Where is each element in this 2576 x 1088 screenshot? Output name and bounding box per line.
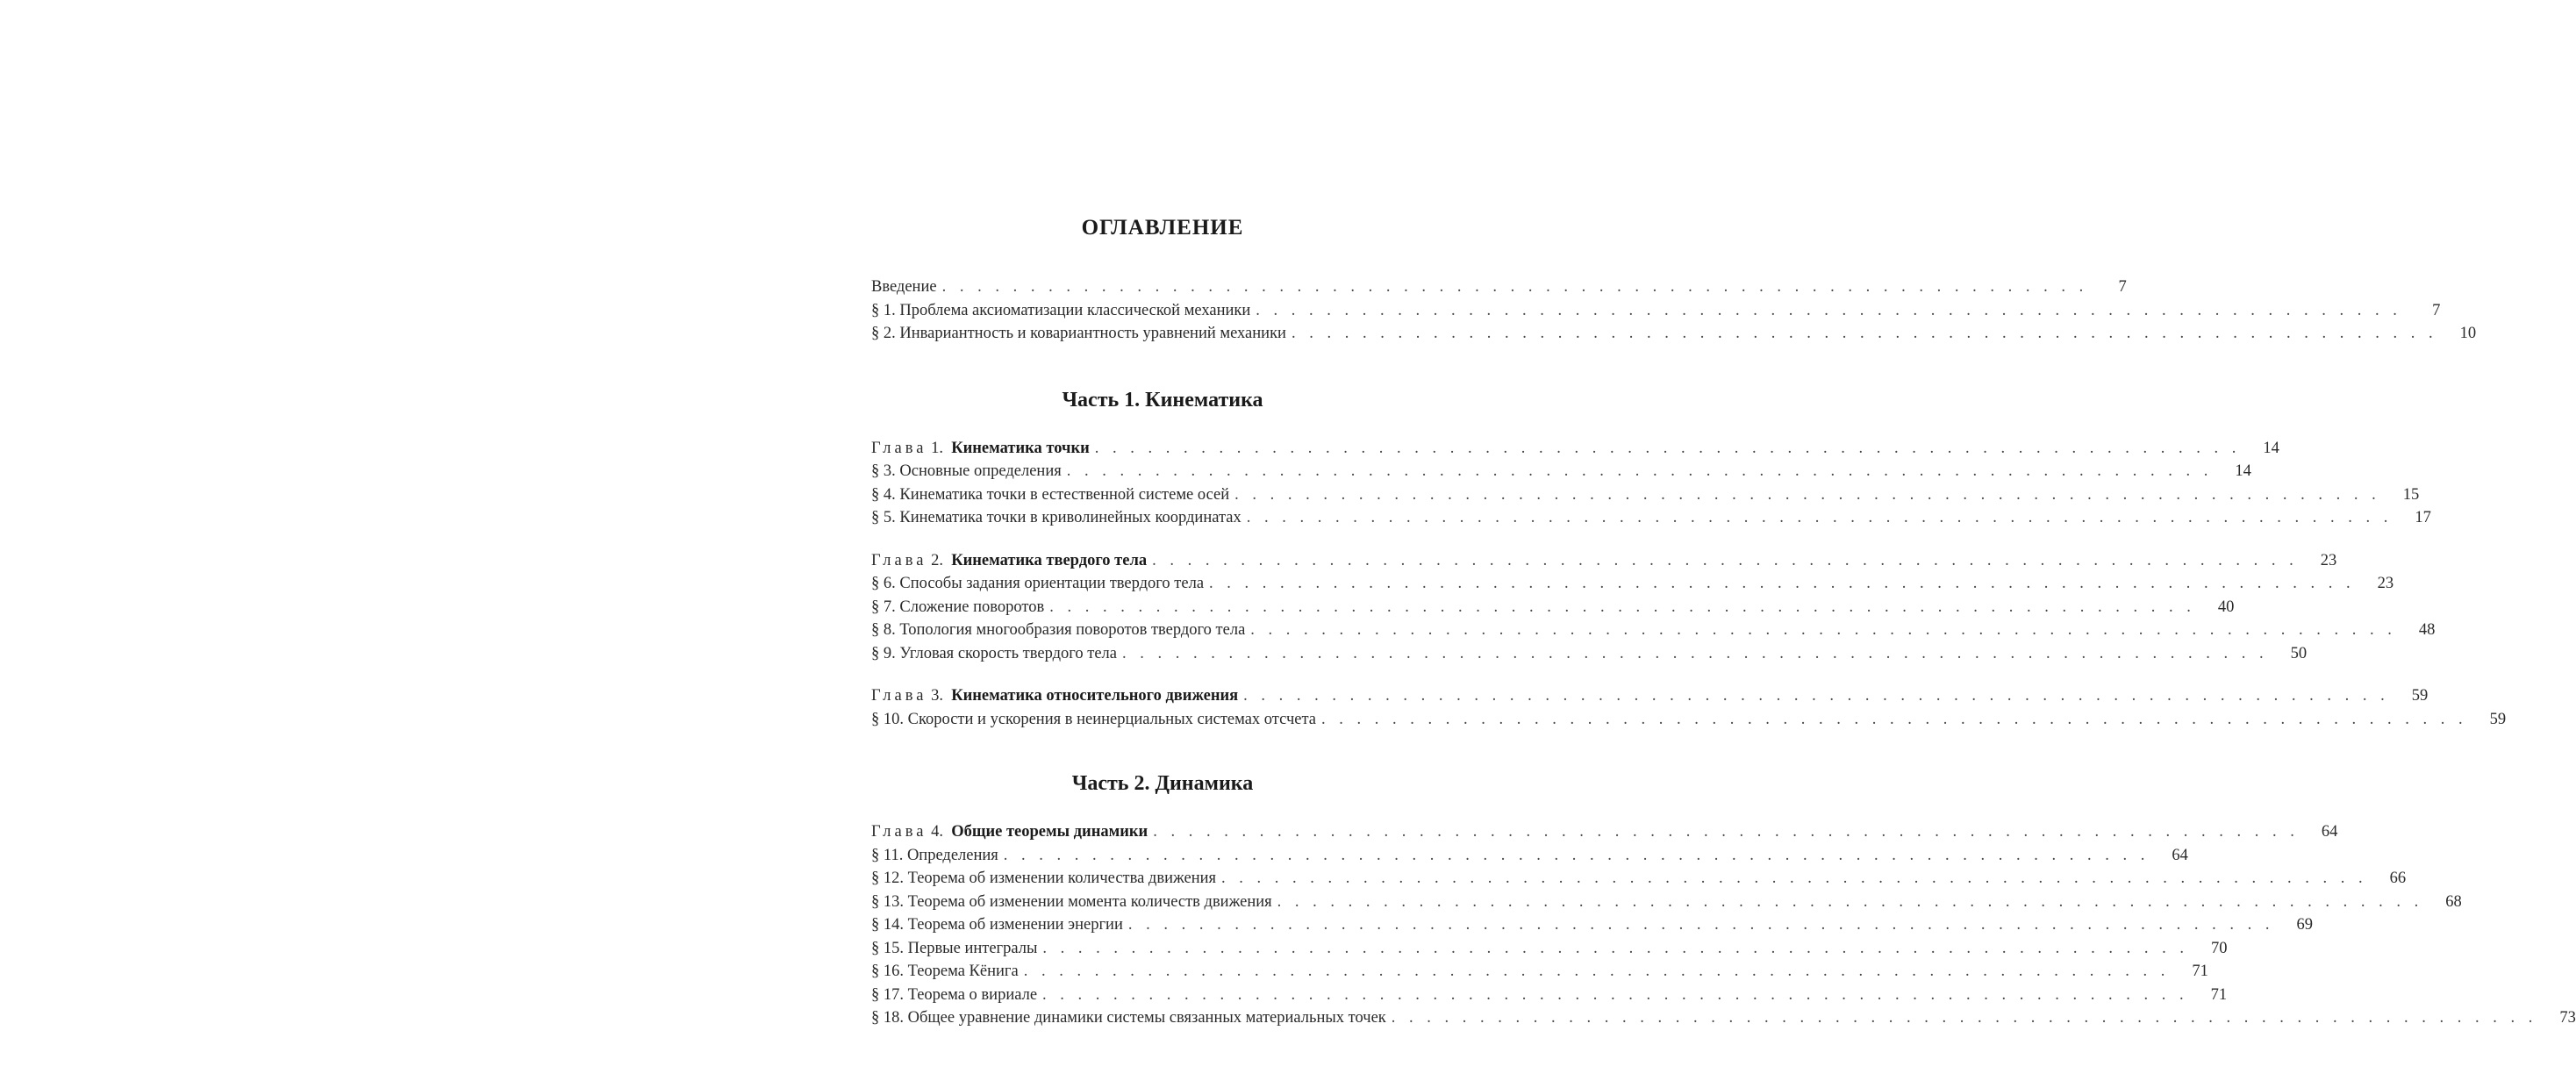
toc-page-number: 17 [2415, 509, 2431, 526]
toc-page-number: 59 [2489, 710, 2507, 728]
toc-page-number: 71 [2210, 985, 2228, 1004]
chapter-title: Общие теоремы динамики [951, 823, 1148, 841]
toc-entry-label: § 8. Топология многообразия поворотов твердого тела [871, 619, 1250, 642]
toc-entry-section-17[interactable] [871, 984, 2228, 1007]
chapter-title: Кинематика твердого тела [951, 551, 1148, 569]
toc-entry-label: § 3. Основные определения [871, 460, 1067, 483]
toc-entry-section-10[interactable] [871, 708, 2507, 732]
part-1-title: Часть 1. Кинематика [1062, 388, 1263, 412]
toc-entry-section-18[interactable] [871, 1006, 2576, 1030]
toc-page-number: 66 [2389, 870, 2407, 887]
toc-entry-section-3[interactable] [871, 460, 2251, 483]
toc-leader-dots: . . . . . . . . . . . . . . . . . . . . . . . . . . . . . . . . . . . . . . . . . . . . . . . . . . . . . . . . . . . . . . . . . [1152, 551, 2299, 569]
toc-leader-dots: . . . . . . . . . . . . . . . . . . . . . . . . . . . . . . . . . . . . . . . . . . . . . . . . . . . . . . . . . . . . . . . . . [1277, 892, 2423, 911]
toc-leader-dots: . . . . . . . . . . . . . . . . . . . . . . . . . . . . . . . . . . . . . . . . . . . . . . . . . . . . . . . . . . . . . . . . . [1291, 325, 2438, 342]
toc-page-number: 71 [2192, 963, 2208, 980]
toc-entry-intro[interactable] [871, 276, 2127, 299]
toc-entry-label: § 9. Угловая скорость твердого тела [871, 642, 1122, 666]
chapter-4 [871, 820, 2576, 1030]
toc-entry-label: § 15. Первые интегралы [871, 937, 1042, 961]
toc-leader-dots: . . . . . . . . . . . . . . . . . . . . . . . . . . . . . . . . . . . . . . . . . . . . . . . . . . . . . . . . . . . . . . . . . [1127, 916, 2274, 934]
chapter-prefix: Глава [871, 551, 927, 569]
toc-leader-dots: . . . . . . . . . . . . . . . . . . . . . . . . . . . . . . . . . . . . . . . . . . . . . . . . . . . . . . . . . . . . . . . . . [1321, 710, 2468, 728]
table-of-contents [871, 211, 2576, 1030]
toc-entry-label: § 11. Определения [871, 844, 1004, 868]
toc-page-number: 64 [2172, 846, 2188, 864]
toc-entry-label: Введение [871, 276, 942, 299]
toc-entry-section-14[interactable] [871, 913, 2313, 937]
toc-page-number: 14 [2263, 439, 2279, 457]
toc-leader-dots: . . . . . . . . . . . . . . . . . . . . . . . . . . . . . . . . . . . . . . . . . . . . . . . . . . . . . . . . . . . . . . . . . [1221, 870, 2368, 887]
toc-entry-label: § 5. Кинематика точки в криволинейных координатах [871, 506, 1247, 530]
toc-leader-dots: . . . . . . . . . . . . . . . . . . . . . . . . . . . . . . . . . . . . . . . . . . . . . . . . . . . . . . . . . . . . . . . . . [941, 278, 2088, 296]
toc-leader-dots: . . . . . . . . . . . . . . . . . . . . . . . . . . . . . . . . . . . . . . . . . . . . . . . . . . . . . . . . . . . . . . . . . [1243, 687, 2390, 705]
toc-entry-label: § 1. Проблема аксиоматизации классической механики [871, 299, 1256, 323]
toc-entry-label: § 17. Теорема о вириале [871, 984, 1042, 1007]
toc-leader-dots: . . . . . . . . . . . . . . . . . . . . . . . . . . . . . . . . . . . . . . . . . . . . . . . . . . . . . . . . . . . . . . . . . [1209, 575, 2356, 592]
toc-page-number: 23 [2320, 551, 2337, 569]
chapter-1 [871, 437, 2431, 530]
toc-chapter-label [871, 684, 1243, 708]
toc-entry-section-8[interactable] [871, 619, 2436, 642]
toc-entry-label: § 10. Скорости и ускорения в неинерциальных системах отсчета [871, 708, 1321, 732]
spacer [871, 418, 1454, 437]
toc-leader-dots: . . . . . . . . . . . . . . . . . . . . . . . . . . . . . . . . . . . . . . . . . . . . . . . . . . . . . . . . . . . . . . . . . [1246, 509, 2393, 526]
toc-entry-label: § 14. Теорема об изменении энергии [871, 913, 1128, 937]
toc-entry-label: § 2. Инвариантность и ковариантность уравнений механики [871, 322, 1292, 346]
chapter-3 [871, 684, 2507, 731]
toc-page-number: 7 [2432, 301, 2441, 319]
toc-entry-label: § 13. Теорема об изменении момента количеств движения [871, 891, 1277, 914]
toc-entry-section-12[interactable] [871, 867, 2407, 891]
toc-entry-section-15[interactable] [871, 937, 2228, 961]
toc-entry-label: § 7. Сложение поворотов [871, 596, 1049, 619]
toc-leader-dots: . . . . . . . . . . . . . . . . . . . . . . . . . . . . . . . . . . . . . . . . . . . . . . . . . . . . . . . . . . . . . . . . . [1256, 301, 2402, 319]
toc-entry-section-13[interactable] [871, 891, 2462, 914]
toc-entry-label: § 16. Теорема Кёнига [871, 960, 1024, 984]
chapter-prefix: Глава [871, 687, 927, 705]
chapter-title: Кинематика относительного движения [951, 687, 1239, 705]
chapter-number: 1. [931, 439, 943, 457]
toc-chapter-label [871, 437, 1095, 461]
toc-page-number: 64 [2321, 823, 2338, 841]
toc-entry-label: § 6. Способы задания ориентации твердого тела [871, 572, 1209, 596]
chapter-2 [871, 549, 2436, 666]
spacer [871, 530, 1454, 549]
toc-page-number: 68 [2445, 892, 2462, 911]
part-2-title: Часть 2. Динамика [1071, 772, 1254, 795]
toc-leader-dots: . . . . . . . . . . . . . . . . . . . . . . . . . . . . . . . . . . . . . . . . . . . . . . . . . . . . . . . . . . . . . . . . . [1391, 1009, 2537, 1027]
chapter-title: Кинематика точки [951, 439, 1090, 457]
intro-section [871, 276, 2477, 346]
spacer [871, 246, 1454, 276]
spacer [871, 801, 1454, 820]
toc-entry-section-16[interactable] [871, 960, 2208, 984]
toc-entry-section-9[interactable] [871, 642, 2308, 666]
toc-page-number: 10 [2459, 325, 2477, 342]
toc-leader-dots: . . . . . . . . . . . . . . . . . . . . . . . . . . . . . . . . . . . . . . . . . . . . . . . . . . . . . . . . . . . . . . . . . [1042, 985, 2189, 1004]
toc-page-number: 7 [2118, 278, 2127, 296]
toc-leader-dots: . . . . . . . . . . . . . . . . . . . . . . . . . . . . . . . . . . . . . . . . . . . . . . . . . . . . . . . . . . . . . . . . . [1153, 823, 2300, 841]
toc-page-number: 50 [2290, 644, 2308, 662]
chapter-number: 2. [931, 551, 943, 569]
toc-entry-chapter-2[interactable] [871, 549, 2337, 573]
spacer [871, 346, 1454, 383]
toc-entry-label: § 4. Кинематика точки в естественной системе осей [871, 483, 1234, 507]
toc-page-number: 48 [2418, 621, 2436, 639]
toc-leader-dots: . . . . . . . . . . . . . . . . . . . . . . . . . . . . . . . . . . . . . . . . . . . . . . . . . . . . . . . . . . . . . . . . . [1023, 963, 2170, 980]
toc-leader-dots: . . . . . . . . . . . . . . . . . . . . . . . . . . . . . . . . . . . . . . . . . . . . . . . . . . . . . . . . . . . . . . . . . [1042, 939, 2189, 957]
toc-page-number: 23 [2377, 575, 2394, 592]
toc-entry-section-1[interactable] [871, 299, 2441, 323]
toc-entry-section-2[interactable] [871, 322, 2477, 346]
chapter-prefix: Глава [871, 439, 927, 457]
toc-page-number: 40 [2217, 598, 2235, 616]
toc-page-number: 15 [2402, 485, 2420, 504]
toc-leader-dots: . . . . . . . . . . . . . . . . . . . . . . . . . . . . . . . . . . . . . . . . . . . . . . . . . . . . . . . . . . . . . . . . . [1049, 598, 2196, 616]
toc-entry-section-4[interactable] [871, 483, 2420, 507]
toc-leader-dots: . . . . . . . . . . . . . . . . . . . . . . . . . . . . . . . . . . . . . . . . . . . . . . . . . . . . . . . . . . . . . . . . . [1066, 462, 2213, 480]
toc-page-number: 73 [2559, 1009, 2576, 1027]
toc-leader-dots: . . . . . . . . . . . . . . . . . . . . . . . . . . . . . . . . . . . . . . . . . . . . . . . . . . . . . . . . . . . . . . . . . [1250, 621, 2397, 639]
toc-leader-dots: . . . . . . . . . . . . . . . . . . . . . . . . . . . . . . . . . . . . . . . . . . . . . . . . . . . . . . . . . . . . . . . . . [1094, 439, 2241, 457]
chapter-number: 3. [931, 687, 943, 705]
toc-title: ОГЛАВЛЕНИЕ [1081, 216, 1244, 240]
toc-entry-section-6[interactable] [871, 572, 2394, 596]
toc-chapter-label [871, 549, 1152, 573]
toc-entry-section-11[interactable] [871, 844, 2188, 868]
toc-entry-chapter-1[interactable] [871, 437, 2279, 461]
chapter-prefix: Глава [871, 823, 927, 841]
toc-entry-section-5[interactable] [871, 506, 2431, 530]
toc-entry-chapter-3[interactable] [871, 684, 2429, 708]
spacer [871, 665, 1454, 684]
toc-entry-label: § 18. Общее уравнение динамики системы связанных материальных точек [871, 1006, 1392, 1030]
toc-page-number: 70 [2211, 939, 2228, 957]
chapter-number: 4. [931, 823, 943, 841]
toc-page-number: 59 [2411, 687, 2429, 705]
toc-page-number: 14 [2235, 462, 2251, 480]
toc-entry-chapter-4[interactable] [871, 820, 2338, 844]
toc-entry-label: § 12. Теорема об изменении количества движения [871, 867, 1221, 891]
toc-page-number: 69 [2296, 916, 2313, 934]
toc-leader-dots: . . . . . . . . . . . . . . . . . . . . . . . . . . . . . . . . . . . . . . . . . . . . . . . . . . . . . . . . . . . . . . . . . [1234, 485, 2381, 504]
toc-chapter-label [871, 820, 1153, 844]
toc-leader-dots: . . . . . . . . . . . . . . . . . . . . . . . . . . . . . . . . . . . . . . . . . . . . . . . . . . . . . . . . . . . . . . . . . [1121, 644, 2269, 662]
toc-leader-dots: . . . . . . . . . . . . . . . . . . . . . . . . . . . . . . . . . . . . . . . . . . . . . . . . . . . . . . . . . . . . . . . . . [1003, 846, 2150, 864]
toc-entry-section-7[interactable] [871, 596, 2235, 619]
spacer [871, 731, 1454, 766]
